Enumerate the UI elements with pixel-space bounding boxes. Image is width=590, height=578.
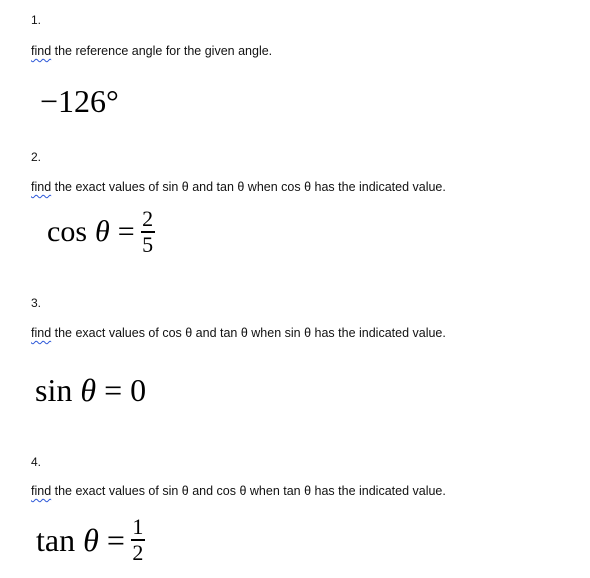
equals-sign: = — [104, 372, 123, 408]
problem-4-number: 4. — [31, 455, 42, 469]
equals-sign: = — [106, 521, 125, 558]
spellcheck-word[interactable]: find — [31, 484, 52, 498]
problem-1-instruction: find the reference angle for the given angle. — [31, 44, 273, 58]
problem-2-equation — [47, 208, 155, 256]
denominator: 5 — [142, 232, 154, 257]
numerator: 2 — [142, 206, 154, 231]
problem-2-instruction: find the exact values of sin θ and tan θ when cos θ has the indicated value. — [31, 180, 446, 194]
spellcheck-word[interactable]: find — [31, 180, 52, 194]
variable: θ — [95, 215, 110, 248]
problem-1-number: 1. — [31, 13, 42, 27]
equals-sign: = — [117, 215, 135, 248]
function-name: tan — [36, 521, 76, 558]
problem-4-instruction: find the exact values of sin θ and cos θ when tan θ has the indicated value. — [31, 484, 446, 498]
problem-3-instruction: find the exact values of cos θ and tan θ when sin θ has the indicated value. — [31, 326, 446, 340]
spellcheck-word[interactable]: find — [31, 44, 52, 58]
problem-4-equation — [36, 516, 145, 564]
value: 0 — [130, 372, 147, 408]
problem-2-number: 2. — [31, 150, 42, 164]
fraction — [141, 208, 155, 256]
denominator: 2 — [132, 540, 144, 565]
function-name: cos — [47, 215, 87, 248]
numerator: 1 — [132, 514, 144, 539]
variable: θ — [83, 521, 99, 558]
problem-3-number: 3. — [31, 296, 42, 310]
function-name: sin — [35, 372, 73, 408]
variable: θ — [80, 372, 97, 408]
problem-3-equation — [35, 372, 146, 409]
fraction — [131, 516, 145, 564]
problem-1-expression: −126° — [40, 83, 119, 119]
spellcheck-word[interactable]: find — [31, 326, 52, 340]
